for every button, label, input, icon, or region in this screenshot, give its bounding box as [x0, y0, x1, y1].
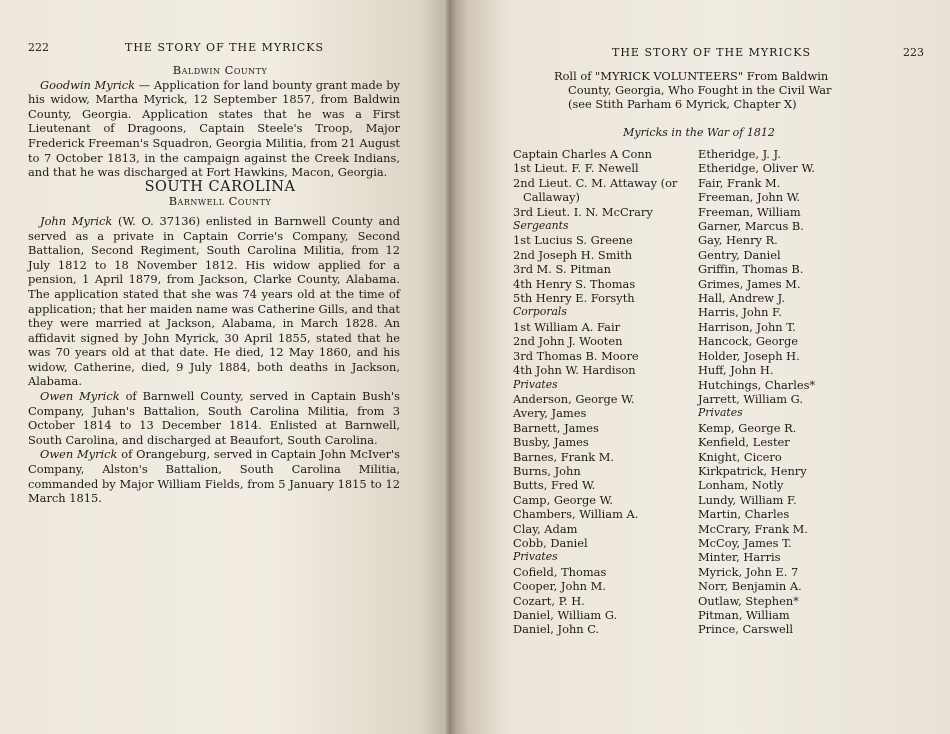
list-item: Chambers, William A. — [513, 507, 639, 522]
list-item: Captain Charles A Conn — [513, 147, 652, 161]
goodwin-myrick-entry — [28, 78, 400, 180]
right-running-head: THE STORY OF THE MYRICKS — [612, 46, 811, 59]
right-page-number: 223 — [903, 46, 924, 59]
list-item: Avery, James — [513, 406, 587, 421]
goodwin-myrick-name: Goodwin Myrick — [40, 77, 136, 92]
owen-myrick-orangeburg-entry — [28, 447, 400, 505]
list-item: 5th Henry E. Forsyth — [513, 291, 635, 306]
john-myrick-entry — [28, 214, 400, 389]
list-item: Anderson, George W. — [513, 391, 635, 406]
list-item: 1st Lieut. F. F. Newell — [513, 161, 639, 176]
list-item: Griffin, Thomas B. — [698, 262, 804, 277]
section-label: Corporals — [513, 305, 567, 319]
roll-title-text: Roll of "MYRICK VOLUNTEERS" From Baldwin County, Georgia, Who Fought in the Civil War (see Stith Parham 6 Myrick, Chapter X) — [554, 69, 832, 111]
list-item: Hancock, George — [698, 334, 798, 349]
baldwin-county-heading: Baldwin County — [172, 63, 268, 77]
goodwin-myrick-text: — Application for land bounty grant made by his widow, Martha Myrick, 12 September 1857, from Baldwin County, Georgia. Application states that he was a First Lieutenant of Dragoons, Captain Steele's Troop, Major Frederick Freeman's Squadron, Georgia Militia, from 21 August to 7 October 1813, in the campaign against the Creek Indians, and that he was discharged at Fort Hawkins, Macon, Georgia. — [28, 77, 400, 180]
list-item: Martin, Charles — [698, 507, 790, 522]
list-item: Etheridge, Oliver W. — [698, 161, 815, 176]
list-item: Gay, Henry R. — [698, 233, 778, 248]
roster-column-1 — [513, 147, 677, 637]
list-item: Gentry, Daniel — [698, 247, 781, 262]
owen-myrick-barnwell-entry — [28, 389, 400, 447]
list-item: Busby, James — [513, 435, 589, 450]
list-item: Harris, John F. — [698, 305, 782, 320]
list-item: Daniel, William G. — [513, 608, 618, 622]
list-item: Butts, Fred W. — [513, 478, 596, 493]
left-page-number: 222 — [28, 41, 49, 54]
list-item: 3rd Thomas B. Moore — [513, 348, 639, 363]
list-item: Cozart, P. H. — [513, 593, 585, 608]
list-item: Callaway) — [523, 190, 581, 205]
list-item: Barnett, James — [513, 420, 599, 435]
list-item: 3rd Lieut. I. N. McCrary — [513, 204, 653, 219]
list-item: 4th Henry S. Thomas — [513, 276, 636, 291]
list-item: 4th John W. Hardison — [513, 363, 636, 378]
john-myrick-text: (W. O. 37136) enlisted in Barnwell County and served as a private in Captain Corrie's Company, Second Battalion, Second Regiment, South Carolina Militia, from 12 July 1812 to 18 November 1812. His widow applied for a pension, 1 April 1879, from Jackson, Clarke County, Alabama. The application stated that she was 74 years old at the time of application; that her maiden name was Catherine Gills, and that they were married at Jackson, Alabama, in March 1828. An affidavit signed by John Myrick, 30 April 1855, stated that he was 70 years old at that date. He died, 12 May 1860, and his widow, Catherine, died, 9 July 1884, both deaths in Jackson, Alabama. — [28, 213, 400, 389]
list-item: Freeman, John W. — [698, 190, 801, 205]
owen-myrick-name: Owen Myrick — [40, 389, 120, 404]
list-item: Kemp, George R. — [698, 420, 797, 435]
list-item: Kenfield, Lester — [698, 435, 790, 450]
section-label: Privates — [698, 406, 743, 420]
list-item: Daniel, John C. — [513, 622, 600, 637]
list-item: Clay, Adam — [513, 521, 578, 536]
list-item: Lundy, William F. — [698, 492, 797, 507]
list-item: Garner, Marcus B. — [698, 219, 804, 234]
john-myrick-name: John Myrick — [40, 213, 113, 228]
section-label: Privates — [513, 377, 558, 391]
list-item: 3rd M. S. Pitman — [513, 262, 611, 277]
list-item: McCoy, James T. — [698, 535, 792, 550]
list-item: Pitman, William — [698, 608, 790, 622]
left-running-head: THE STORY OF THE MYRICKS — [125, 41, 324, 54]
list-item: Lonham, Notly — [698, 478, 784, 493]
list-item: Fair, Frank M. — [698, 175, 781, 190]
list-item: Outlaw, Stephen* — [698, 593, 799, 608]
section-label: Privates — [513, 550, 558, 564]
roll-title — [554, 69, 842, 111]
list-item: Norr, Benjamin A. — [698, 579, 802, 594]
owen-myrick-name: Owen Myrick — [40, 447, 118, 462]
south-carolina-heading: SOUTH CAROLINA — [144, 178, 296, 195]
list-item: Knight, Cicero — [698, 449, 782, 464]
list-item: Burns, John — [513, 463, 581, 478]
barnwell-county-heading: Barnwell County — [168, 194, 272, 209]
list-item: Hall, Andrew J. — [698, 291, 785, 306]
list-item: McCrary, Frank M. — [698, 521, 808, 536]
owen-myrick-barnwell-text: of Barnwell County, served in Captain Bush's Company, Juhan's Battalion, South Carolina Militia, from 3 October 1814 to 13 December 1814. Enlisted at Barnwell, South Carolina, and discharged at Beaufort, South Carolina. — [28, 389, 400, 447]
list-item: Holder, Joseph H. — [698, 348, 800, 363]
list-item: Prince, Carswell — [698, 622, 794, 637]
list-item: Barnes, Frank M. — [513, 449, 615, 464]
list-item: Freeman, William — [698, 204, 801, 219]
book-gutter — [443, 0, 457, 734]
list-item: 2nd John J. Wooten — [513, 334, 623, 349]
list-item: 2nd Lieut. C. M. Attaway (or — [513, 175, 678, 190]
list-item: 1st Lucius S. Greene — [513, 233, 633, 248]
list-item: 1st William A. Fair — [513, 319, 621, 334]
war-1812-subheading: Myricks in the War of 1812 — [623, 126, 775, 139]
list-item: Kirkpatrick, Henry — [698, 463, 807, 478]
owen-myrick-orangeburg-text: of Orangeburg, served in Captain John McIver's Company, Alston's Battalion, South Carolina Militia, commanded by Major William Fields, from 5 January 1815 to 12 March 1815. — [28, 447, 400, 506]
list-item: Hutchings, Charles* — [698, 377, 816, 392]
list-item: Cooper, John M. — [513, 579, 606, 594]
list-item: Cofield, Thomas — [513, 564, 607, 579]
list-item: Minter, Harris — [698, 550, 781, 565]
list-item: Harrison, John T. — [698, 319, 796, 334]
list-item: Myrick, John E. 7 — [698, 564, 799, 579]
list-item: Camp, George W. — [513, 492, 613, 507]
list-item: Jarrett, William G. — [698, 391, 803, 406]
list-item: Grimes, James M. — [698, 276, 801, 291]
left-text-column — [28, 63, 400, 506]
list-item: Etheridge, J. J. — [698, 147, 781, 161]
list-item: Cobb, Daniel — [513, 535, 588, 550]
section-label: Sergeants — [513, 219, 569, 233]
left-page — [0, 0, 448, 734]
list-item: Huff, John H. — [698, 363, 774, 378]
list-item: 2nd Joseph H. Smith — [513, 247, 633, 262]
roster-column-2 — [698, 147, 815, 637]
